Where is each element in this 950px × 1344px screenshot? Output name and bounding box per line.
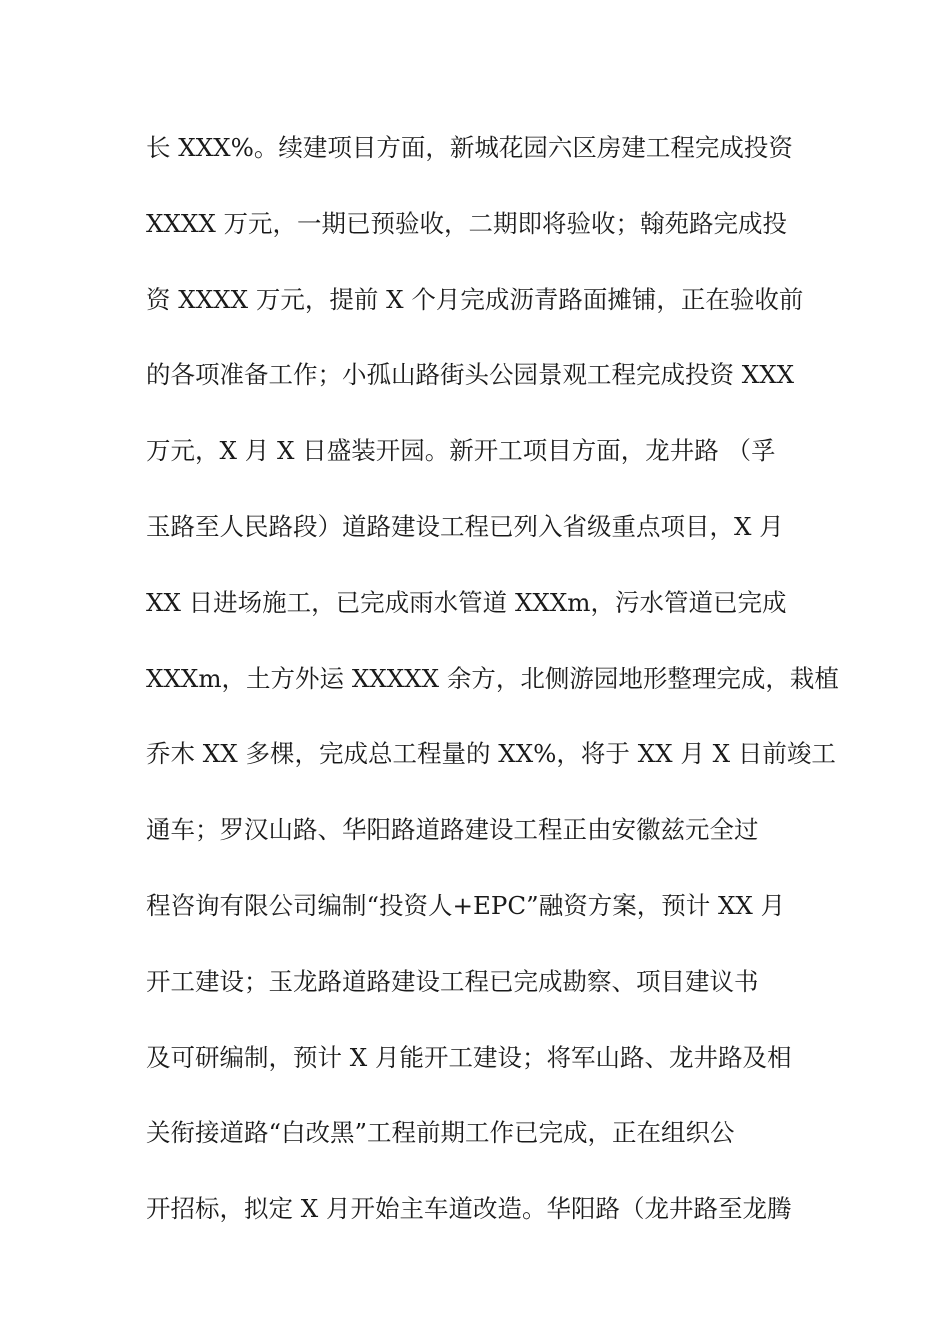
text-line: 资 XXXX 万元，提前 X 个月完成沥青路面摊铺，正在验收前 (146, 284, 804, 314)
text-line: XXXm，土方外运 XXXXX 余方，北侧游园地形整理完成，栽植 (146, 663, 839, 693)
text-line: XX 日进场施工，已完成雨水管道 XXXm，污水管道已完成 (146, 587, 787, 617)
body-paragraph (146, 128, 839, 1265)
text-line: 程咨询有限公司编制“投资人+EPC”融资方案，预计 XX 月 (146, 890, 786, 920)
text-line: 长 XXX%。续建项目方面，新城花园六区房建工程完成投资 (146, 133, 793, 162)
text-line: 开工建设；玉龙路道路建设工程已完成勘察、项目建议书 (146, 966, 759, 996)
text-line: 关衔接道路“白改黑”工程前期工作已完成，正在组织公 (146, 1118, 735, 1148)
text-line: XXXX 万元，一期已预验收，二期即将验收；翰苑路完成投 (146, 208, 788, 238)
text-line: 乔木 XX 多棵，完成总工程量的 XX%，将于 XX 月 X 日前竣工 (146, 739, 836, 769)
text-line: 及可研编制，预计 X 月能开工建设；将军山路、龙井路及相 (146, 1042, 792, 1072)
text-line: 通车；罗汉山路、华阳路道路建设工程正由安徽兹元全过 (146, 815, 759, 845)
text-line: 的各项准备工作；小孤山路街头公园景观工程完成投资 XXX (146, 360, 795, 390)
text-line: 万元，X 月 X 日盛装开园。新开工项目方面，龙井路 （孚 (146, 436, 776, 466)
text-line: 玉路至人民路段）道路建设工程已列入省级重点项目，X 月 (146, 511, 784, 541)
text-line: 开招标，拟定 X 月开始主车道改造。华阳路（龙井路至龙腾 (146, 1194, 792, 1224)
